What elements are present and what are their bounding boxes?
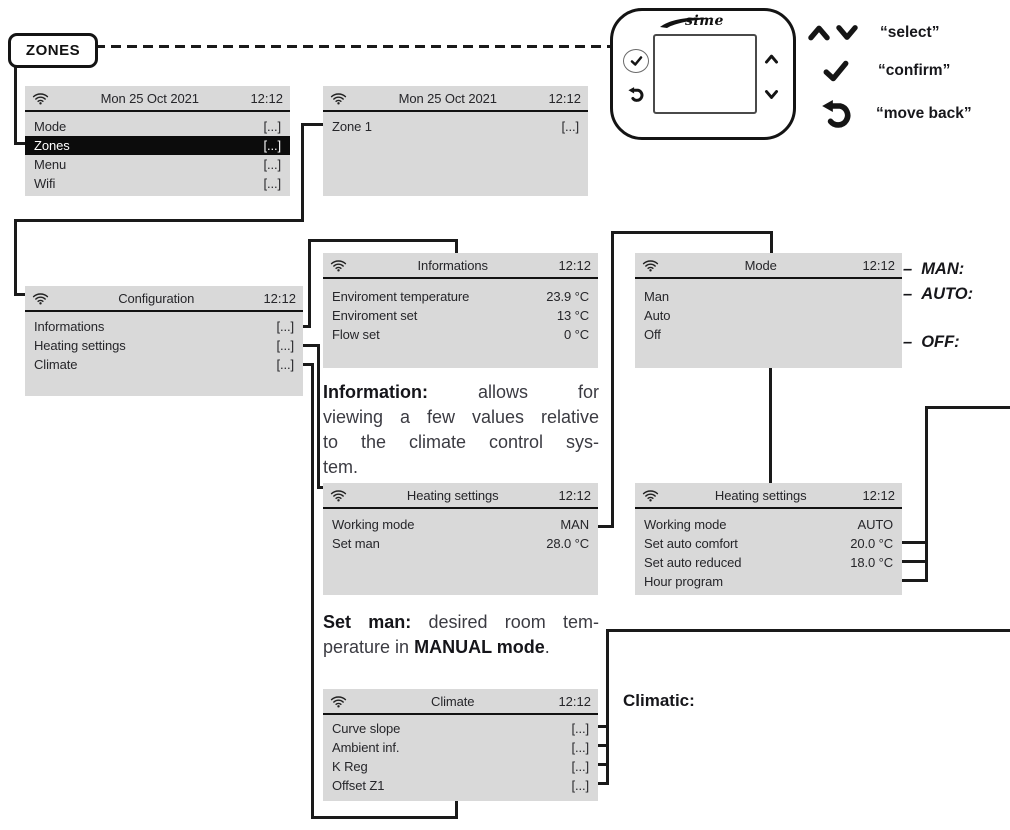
screen-title: Informations (417, 257, 488, 273)
setting-list (635, 509, 902, 591)
setting-value: MAN (560, 517, 589, 532)
clock: 12:12 (862, 257, 895, 273)
menu-item-heating-settings[interactable] (25, 336, 303, 355)
setting-row-set-auto-comfort[interactable] (635, 534, 902, 553)
menu-item-off[interactable] (635, 325, 902, 344)
screen-mode (635, 253, 902, 368)
menu-list (323, 715, 598, 795)
confirm-button[interactable] (623, 49, 649, 73)
wifi-icon (642, 258, 659, 272)
menu-item-ambient-inf[interactable] (323, 738, 598, 757)
flow-label-zones (8, 33, 98, 68)
note-line: tem. (323, 457, 359, 477)
wifi-icon (642, 488, 659, 502)
note-line (323, 635, 599, 660)
note-text: desired room tem- (428, 612, 599, 632)
info-label: Enviroment set (332, 308, 418, 323)
wifi-icon (330, 488, 347, 502)
setting-label: Set auto comfort (644, 536, 738, 551)
note-information (323, 380, 599, 480)
info-row-enviroment-set (323, 306, 598, 325)
menu-item-label: Auto (644, 308, 671, 323)
menu-item-label: Menu (34, 157, 67, 172)
wifi-icon (32, 291, 49, 305)
check-icon (820, 58, 852, 84)
clock: 12:12 (558, 257, 591, 273)
connector-line (311, 363, 314, 819)
label-man (903, 260, 964, 279)
legend-move-back-text: “move back” (876, 105, 972, 122)
chevron-up-icon (806, 22, 832, 43)
back-button[interactable] (623, 83, 647, 105)
setting-row-working-mode[interactable] (323, 515, 598, 534)
menu-item-label: Man (644, 289, 669, 304)
screen-titlebar (323, 86, 588, 112)
note-set-man (323, 610, 599, 660)
screen-informations (323, 253, 598, 368)
menu-item-label: Zone 1 (332, 119, 372, 134)
menu-item-menu[interactable] (25, 155, 290, 174)
screen-heating-settings-auto (635, 483, 902, 595)
screen-configuration (25, 286, 303, 396)
info-value: 23.9 °C (546, 289, 589, 304)
setting-value: AUTO (857, 517, 893, 532)
setting-label: Set auto reduced (644, 555, 742, 570)
connector-line (606, 629, 609, 785)
flow-label-text: ZONES (25, 42, 81, 59)
label-off (903, 333, 960, 352)
note-line (323, 610, 599, 635)
setting-row-set-auto-reduced[interactable] (635, 553, 902, 572)
menu-list (635, 279, 902, 344)
menu-item-man[interactable] (635, 287, 902, 306)
screen-title: Mon 25 Oct 2021 (100, 90, 199, 106)
back-arrow-icon (626, 86, 645, 103)
menu-item-label: Off (644, 327, 661, 342)
label-off-text: OFF: (921, 333, 960, 351)
legend-select-text: “select” (880, 23, 940, 41)
setting-row-set-man[interactable] (323, 534, 598, 553)
menu-item-value: [...] (276, 357, 294, 372)
device-screen (653, 34, 757, 114)
menu-item-value: [...] (263, 138, 281, 153)
down-button[interactable] (760, 85, 782, 103)
clock: 12:12 (548, 90, 581, 106)
menu-list (25, 112, 290, 193)
screen-titlebar (25, 286, 303, 312)
clock: 12:12 (558, 487, 591, 503)
info-label: Flow set (332, 327, 380, 342)
connector-line (14, 219, 17, 296)
setting-list (323, 509, 598, 553)
value-list (323, 279, 598, 344)
menu-item-auto[interactable] (635, 306, 902, 325)
dash: – (903, 285, 913, 303)
note-text: allows for (477, 382, 599, 402)
menu-item-k-reg[interactable] (323, 757, 598, 776)
legend-row-move-back (817, 98, 972, 130)
menu-item-label: Heating settings (34, 338, 126, 353)
connector-line (14, 219, 304, 222)
menu-item-value: [...] (263, 157, 281, 172)
menu-item-label: Offset Z1 (332, 778, 385, 793)
clock: 12:12 (558, 693, 591, 709)
setting-value: 20.0 °C (850, 536, 893, 551)
screen-titlebar (635, 253, 902, 279)
menu-item-mode[interactable] (25, 117, 290, 136)
label-man-text: MAN: (921, 260, 965, 278)
label-climatic: Climatic: (623, 691, 695, 710)
menu-item-label: K Reg (332, 759, 368, 774)
menu-item-value: [...] (571, 740, 589, 755)
connector-line (308, 239, 311, 328)
note-text: perature in (323, 637, 410, 657)
note-term: Information: (323, 382, 428, 402)
info-label: Enviroment temperature (332, 289, 470, 304)
note-term: Set man: (323, 612, 412, 632)
menu-item-climate[interactable] (25, 355, 303, 374)
legend-confirm-text: “confirm” (878, 62, 951, 79)
screen-home (25, 86, 290, 196)
chevron-down-icon (764, 88, 779, 101)
setting-value: 18.0 °C (850, 555, 893, 570)
screen-heating-settings-man (323, 483, 598, 595)
menu-item-value: [...] (276, 319, 294, 334)
setting-value: 28.0 °C (546, 536, 589, 551)
clock: 12:12 (862, 487, 895, 503)
menu-item-value: [...] (571, 778, 589, 793)
screen-title: Heating settings (714, 487, 807, 503)
info-value: 13 °C (556, 308, 589, 323)
menu-item-value: [...] (561, 119, 579, 134)
menu-list (323, 112, 588, 136)
menu-item-label: Mode (34, 119, 67, 134)
note-line (323, 380, 599, 405)
connector-line (308, 239, 458, 242)
menu-item-label: Ambient inf. (332, 740, 400, 755)
menu-item-label: Wifi (34, 176, 56, 191)
menu-item-informations[interactable] (25, 317, 303, 336)
info-row-enviroment-temperature (323, 287, 598, 306)
screen-title: Mon 25 Oct 2021 (398, 90, 497, 106)
brand-text: sime (685, 13, 724, 29)
connector-line (769, 367, 772, 484)
connector-line (301, 123, 323, 126)
connector-line (611, 231, 773, 234)
dash: – (903, 333, 913, 351)
wifi-icon (32, 91, 49, 105)
menu-item-label: Climate (34, 357, 78, 372)
menu-item-value: [...] (263, 119, 281, 134)
screen-titlebar (635, 483, 902, 509)
thermostat-device (610, 8, 796, 140)
setting-label: Hour program (644, 574, 723, 589)
menu-item-label: Informations (34, 319, 105, 334)
back-arrow-icon (817, 98, 854, 130)
menu-item-value: [...] (263, 176, 281, 191)
setting-row-hour-program[interactable] (635, 572, 902, 591)
menu-item-wifi[interactable] (25, 174, 290, 193)
connector-dashed-line (95, 45, 612, 48)
menu-item-zones-selected[interactable] (25, 136, 290, 155)
note-line: to the climate control sys- (323, 432, 599, 452)
connector-line (455, 239, 458, 254)
legend-row-select (806, 22, 939, 43)
dash: – (903, 260, 913, 278)
connector-line (770, 231, 773, 255)
menu-item-value: [...] (571, 759, 589, 774)
connector-line (925, 406, 1010, 409)
check-icon (630, 55, 643, 67)
screen-titlebar (323, 483, 598, 509)
menu-item-zone-1[interactable] (323, 117, 588, 136)
screen-titlebar (323, 253, 598, 279)
screen-title: Climate (431, 693, 475, 709)
menu-list (25, 312, 303, 374)
screen-climate (323, 689, 598, 801)
chevron-down-icon (834, 22, 860, 43)
menu-item-offset-z1[interactable] (323, 776, 598, 795)
wifi-icon (330, 91, 347, 105)
menu-item-value: [...] (571, 721, 589, 736)
note-text: . (544, 637, 550, 657)
note-line: viewing a few values relative (323, 407, 599, 427)
connector-line (317, 344, 320, 489)
connector-line (455, 801, 458, 819)
screen-titlebar (323, 689, 598, 715)
info-row-flow-set (323, 325, 598, 344)
setting-label: Set man (332, 536, 380, 551)
setting-label: Working mode (644, 517, 727, 532)
connector-line (301, 123, 304, 222)
setting-label: Working mode (332, 517, 415, 532)
menu-item-label: Zones (34, 138, 70, 153)
clock: 12:12 (250, 90, 283, 106)
info-value: 0 °C (563, 327, 589, 342)
screen-title: Configuration (118, 290, 195, 306)
connector-line (14, 63, 17, 145)
menu-item-label: Curve slope (332, 721, 401, 736)
connector-line (611, 231, 614, 528)
up-button[interactable] (760, 49, 782, 67)
connector-line (311, 816, 458, 819)
screen-title: Mode (744, 257, 777, 273)
label-auto-text: AUTO: (921, 285, 974, 303)
brand-logo (659, 13, 751, 32)
menu-item-curve-slope[interactable] (323, 719, 598, 738)
connector-line (606, 629, 1010, 632)
label-auto (903, 285, 973, 304)
screen-zone-list (323, 86, 588, 196)
legend-row-confirm (820, 58, 950, 84)
chevron-up-icon (764, 52, 779, 65)
wifi-icon (330, 694, 347, 708)
setting-row-working-mode[interactable] (635, 515, 902, 534)
screen-title: Heating settings (406, 487, 499, 503)
note-term: MANUAL mode (414, 637, 545, 657)
menu-item-value: [...] (276, 338, 294, 353)
screen-titlebar (25, 86, 290, 112)
clock: 12:12 (263, 290, 296, 306)
connector-line (925, 406, 928, 582)
wifi-icon (330, 258, 347, 272)
